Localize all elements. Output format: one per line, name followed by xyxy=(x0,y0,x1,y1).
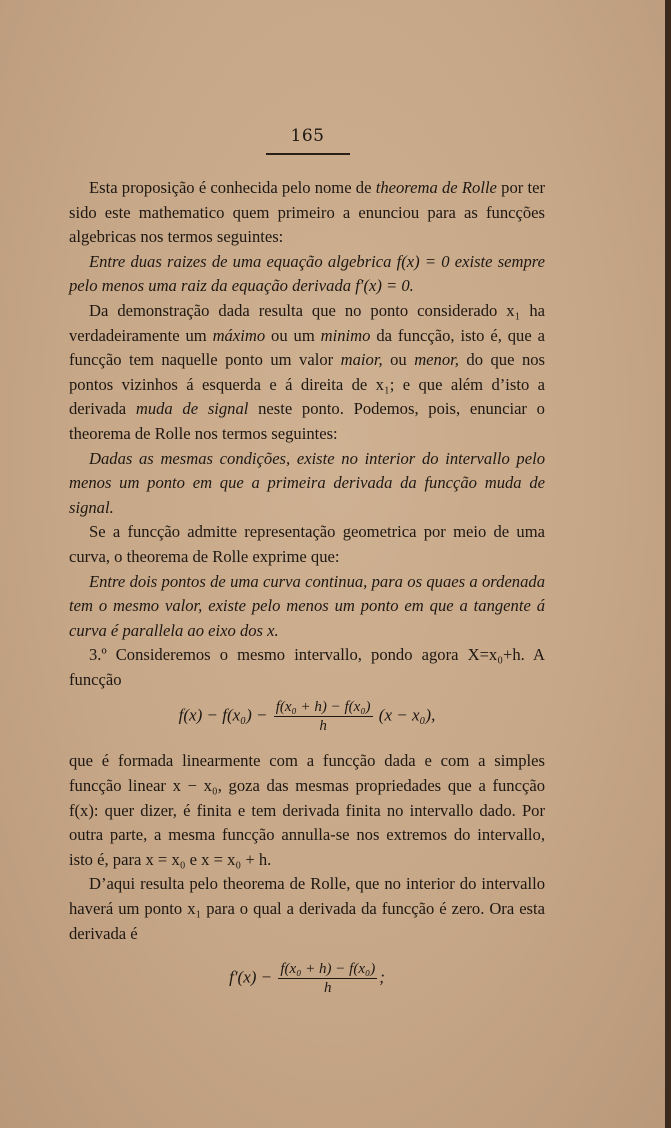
paragraph-demonstration xyxy=(69,299,545,447)
term-menor: menor, xyxy=(414,350,459,370)
paragraph-theorem-statement: Entre duas raizes de uma equação algebrica f(x) = 0 existe sempre pelo menos uma raiz da equação derivada f′(x) = 0. xyxy=(69,251,545,296)
paragraph-theorem-restated: Dadas as mesmas condições, existe no interior do intervallo pelo menos um ponto em que a primeira derivada da funcção muda de signal. xyxy=(69,448,545,517)
text-run: por ter sido este mathematico quem primeiro a enunciou para as funcções algebricas nos termos seguintes: xyxy=(69,178,546,247)
text-run: ou um xyxy=(265,325,321,345)
theorem-name: theorema de Rolle xyxy=(375,178,497,197)
page-number: 165 xyxy=(290,126,325,146)
paragraph-conclusion: D’aqui resulta pelo theorema de Rolle, que no interior do intervallo haverá um ponto x₁ para o qual a derivada da funcção é zero. Ora esta derivada é xyxy=(69,874,545,943)
term-minimo: minimo xyxy=(320,325,371,345)
formula-left: f′(x) − xyxy=(229,967,273,987)
text-run: do que nos pontos vizinhos á esquerda e á direita de x₁; e que além d’isto a derivada xyxy=(69,350,545,419)
formula-left: f(x) − f(x₀) − xyxy=(178,705,268,725)
paragraph-rolle-intro xyxy=(69,176,545,250)
formula-derivative xyxy=(69,960,545,997)
page-edge xyxy=(665,0,671,1128)
formula-fraction xyxy=(274,698,373,735)
term-muda-de-signal: muda de signal xyxy=(135,399,249,419)
formula-fraction xyxy=(278,960,377,997)
text-run: ou xyxy=(382,350,415,370)
formula-right: ; xyxy=(379,967,385,987)
fraction-numerator: f(x₀ + h) − f(x₀) xyxy=(275,699,371,716)
body-text xyxy=(69,176,545,997)
term-maximo: máximo xyxy=(212,325,266,345)
fraction-numerator: f(x₀ + h) − f(x₀) xyxy=(280,961,376,978)
paragraph-linear-combination: que é formada linearmente com a funcção dada e com a simples funcção linear x − x₀, goza das mesmas propriedades que a funcção f(x): quer dizer, é finita e tem derivada finita no intervallo dado. Por outra parte, a mesma funcção annulla-se nos extremos do intervallo, isto é, para x = x₀ e x = x₀ + h. xyxy=(69,751,545,869)
text-run: da funcção, isto é, que a funcção tem naquelle ponto um valor xyxy=(69,325,545,370)
formula-auxiliary-function xyxy=(69,698,545,735)
fraction-denominator: h xyxy=(319,718,327,735)
fraction-denominator: h xyxy=(324,980,332,997)
text-run: Da demonstração dada resulta que no ponto considerado x₁ ha verdadeiramente um xyxy=(69,300,545,345)
formula-right: (x − x₀), xyxy=(378,705,436,725)
paragraph-geometric: Se a funcção admitte representação geometrica por meio de uma curva, o theorema de Rolle exprime que: xyxy=(69,522,545,566)
term-maior: maior, xyxy=(340,350,383,370)
text-run: Esta proposição é conhecida pelo nome de xyxy=(89,178,376,197)
text-run: neste ponto. Podemos, pois, enunciar o theorema de Rolle nos termos seguintes: xyxy=(69,399,545,443)
paragraph-third-case: 3.º Consideremos o mesmo intervallo, pondo agora X=x₀+h. A funcção xyxy=(69,645,545,689)
header-rule xyxy=(266,153,350,155)
paragraph-geometric-statement: Entre dois pontos de uma curva continua, para os quaes a ordenada tem o mesmo valor, existe pelo menos um ponto em que a tangente á curva é parallela ao eixo dos x. xyxy=(69,571,545,640)
